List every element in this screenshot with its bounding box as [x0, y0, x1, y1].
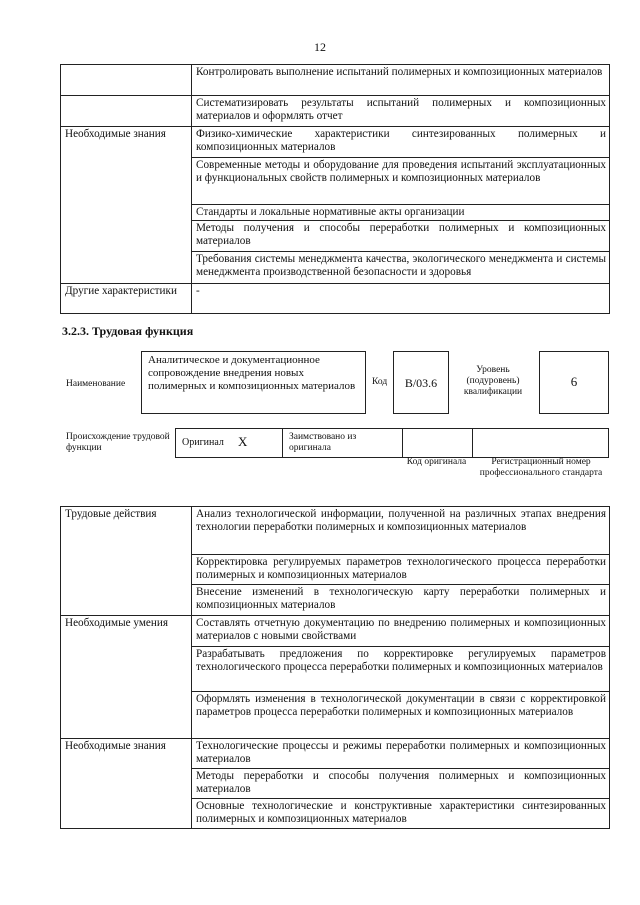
code-label: Код [372, 377, 388, 387]
table-cell: Физико-химические характеристики синтезированных полимерных и композиционных материалов [192, 127, 610, 158]
reg-caption: Регистрационный номер профессионального стандарта [479, 457, 603, 478]
table-cell: Требования системы менеджмента качества, экологического менеджмента и системы менеджмента производственной безопасности и здоровья [192, 252, 610, 284]
table-cell: Оформлять изменения в технологической документации в связи с корректировкой параметров процесса переработки полимерных и композиционных материалов [192, 692, 610, 739]
table-row [61, 507, 610, 555]
table-cell: Методы получения и способы переработки полимерных и композиционных материалов [192, 221, 610, 252]
table-cell: Контролировать выполнение испытаний полимерных и композиционных материалов [192, 65, 610, 96]
borrowed-label: Заимствовано из оригинала [289, 432, 357, 453]
name-label: Наименование [66, 379, 126, 389]
level-value: 6 [570, 374, 578, 389]
row-label-knowledge: Необходимые знания [61, 739, 192, 829]
table-cell: Внесение изменений в технологическую карту переработки полимерных и композиционных материалов [192, 585, 610, 616]
row-label-actions: Трудовые действия [61, 507, 192, 616]
code-caption: Код оригинала [406, 457, 467, 467]
origin-original-cell [175, 428, 283, 458]
name-value: Аналитическое и документационное сопровождение внедрения новых полимерных и композиционных материалов [148, 354, 356, 392]
origin-code-cell [402, 428, 473, 458]
origin-borrowed-cell [282, 428, 403, 458]
level-label: Уровень (подуровень) квалификации [463, 365, 523, 397]
table-cell: Основные технологические и конструктивные характеристики синтезированных полимерных и композиционных материалов [192, 799, 610, 829]
row-label-empty [61, 65, 192, 96]
table-row [61, 127, 610, 158]
table-cell: - [192, 284, 610, 314]
bottom-table [60, 506, 610, 829]
top-table [60, 64, 610, 314]
page-number: 12 [314, 40, 326, 54]
table-cell: Технологические процессы и режимы переработки полимерных и композиционных материалов [192, 739, 610, 769]
code-value: B/03.6 [404, 376, 438, 390]
table-row [61, 616, 610, 647]
original-label: Оригинал [182, 437, 224, 448]
table-cell: Систематизировать результаты испытаний полимерных и композиционных материалов и оформлять отчет [192, 96, 610, 127]
row-label-skills: Необходимые умения [61, 616, 192, 739]
table-row [61, 739, 610, 769]
table-cell: Корректировка регулируемых параметров технологического процесса переработки полимерных и композиционных материалов [192, 555, 610, 585]
table-cell: Методы переработки и способы получения полимерных и композиционных материалов [192, 769, 610, 799]
table-row [61, 284, 610, 314]
row-label-cont [61, 96, 192, 127]
table-cell: Анализ технологической информации, полученной на различных этапах внедрения технологии переработки полимерных и композиционных материалов [192, 507, 610, 555]
level-value-box [539, 351, 609, 414]
table-row [61, 96, 610, 127]
table-cell: Стандарты и локальные нормативные акты организации [192, 205, 610, 221]
name-value-box [141, 351, 366, 414]
origin-label: Происхождение трудовой функции [66, 432, 170, 453]
table-cell: Разрабатывать предложения по корректировке регулируемых параметров технологического процесса переработки полимерных и композиционных материалов [192, 647, 610, 692]
table-cell: Современные методы и оборудование для проведения испытаний эксплуатационных и функциональных свойств полимерных и композиционных материалов [192, 158, 610, 205]
row-label-knowledge: Необходимые знания [61, 127, 192, 284]
row-label-other: Другие характеристики [61, 284, 192, 314]
table-row [61, 65, 610, 96]
origin-reg-cell [472, 428, 609, 458]
original-mark: X [238, 434, 248, 449]
table-cell: Составлять отчетную документацию по внедрению полимерных и композиционных материалов с новыми свойствами [192, 616, 610, 647]
code-value-box [393, 351, 449, 414]
section-heading: 3.2.3. Трудовая функция [62, 324, 194, 338]
